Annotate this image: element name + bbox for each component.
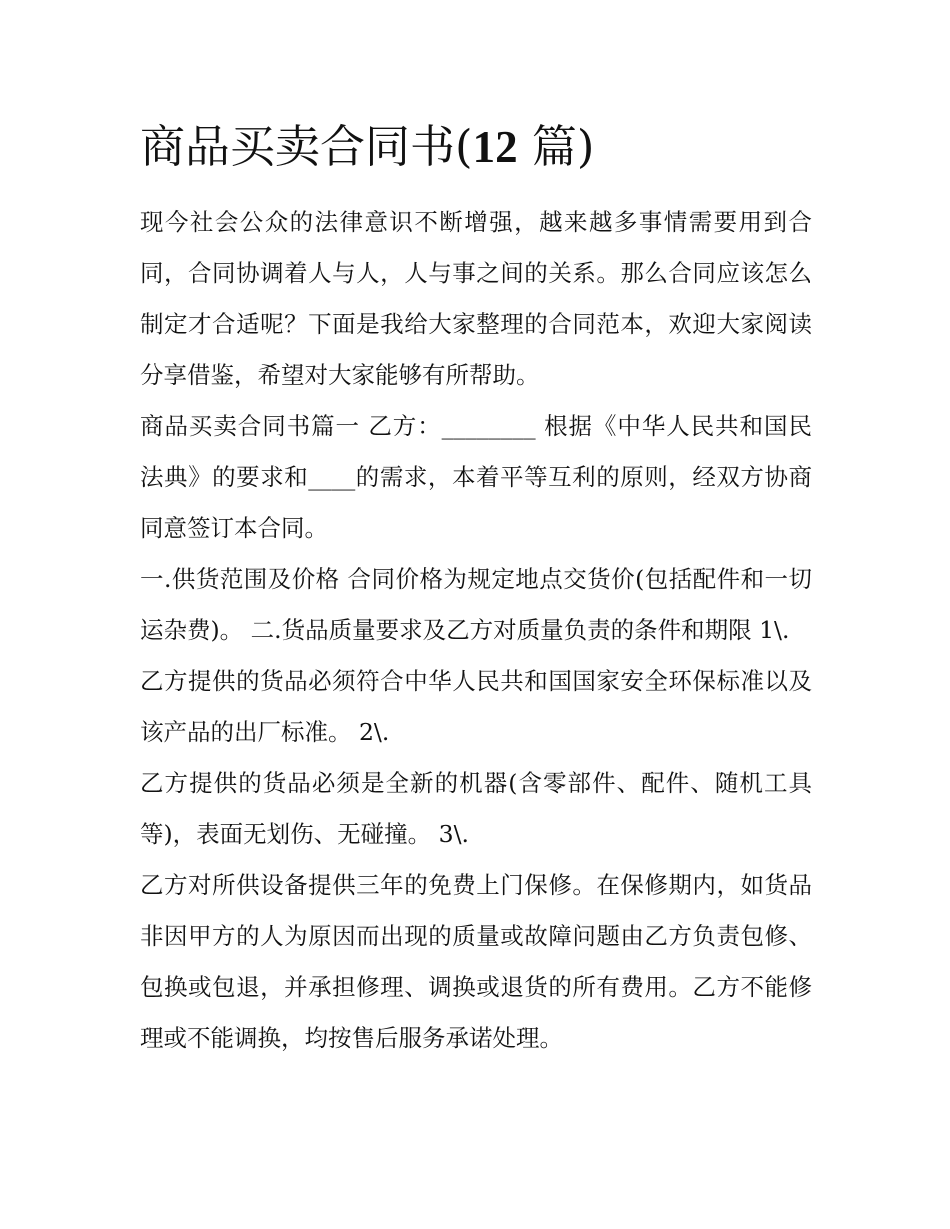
- title-count: 12: [472, 122, 518, 172]
- title-prefix: 商品买卖合同书(: [140, 120, 473, 173]
- document-title: [140, 112, 594, 182]
- title-suffix: 篇): [517, 120, 595, 173]
- document-body: [140, 197, 812, 1064]
- paragraph-intro: 现今社会公众的法律意识不断增强，越来越多事情需要用到合同，合同协调着人与人，人与事之间的关系。那么合同应该怎么制定才合适呢？下面是我给大家整理的合同范本，欢迎大家阅读分享借鉴，希望对大家能够有所帮助。: [140, 208, 812, 389]
- paragraph-new-machine: 乙方提供的货品必须是全新的机器(含零部件、配件、随机工具等)，表面无划伤、无碰撞。 3\.: [140, 769, 812, 848]
- paragraph-contract-preamble: 商品买卖合同书篇一 乙方：________ 根据《中华人民共和国民法典》的要求和____的需求，本着平等互利的原则，经双方协商同意签订本合同。: [140, 412, 812, 542]
- paragraph-warranty: 乙方对所供设备提供三年的免费上门保修。在保修期内，如货品非因甲方的人为原因而出现的质量或故障问题由乙方负责包修、包换或包退，并承担修理、调换或退货的所有费用。乙方不能修理或不能调换，均按售后服务承诺处理。: [140, 871, 812, 1052]
- paragraph-quality-standard: 乙方提供的货品必须符合中华人民共和国国家安全环保标准以及该产品的出厂标准。 2\.: [140, 667, 812, 746]
- paragraph-supply-scope: 一.供货范围及价格 合同价格为规定地点交货价(包括配件和一切运杂费)。 二.货品质量要求及乙方对质量负责的条件和期限 1\.: [140, 565, 812, 644]
